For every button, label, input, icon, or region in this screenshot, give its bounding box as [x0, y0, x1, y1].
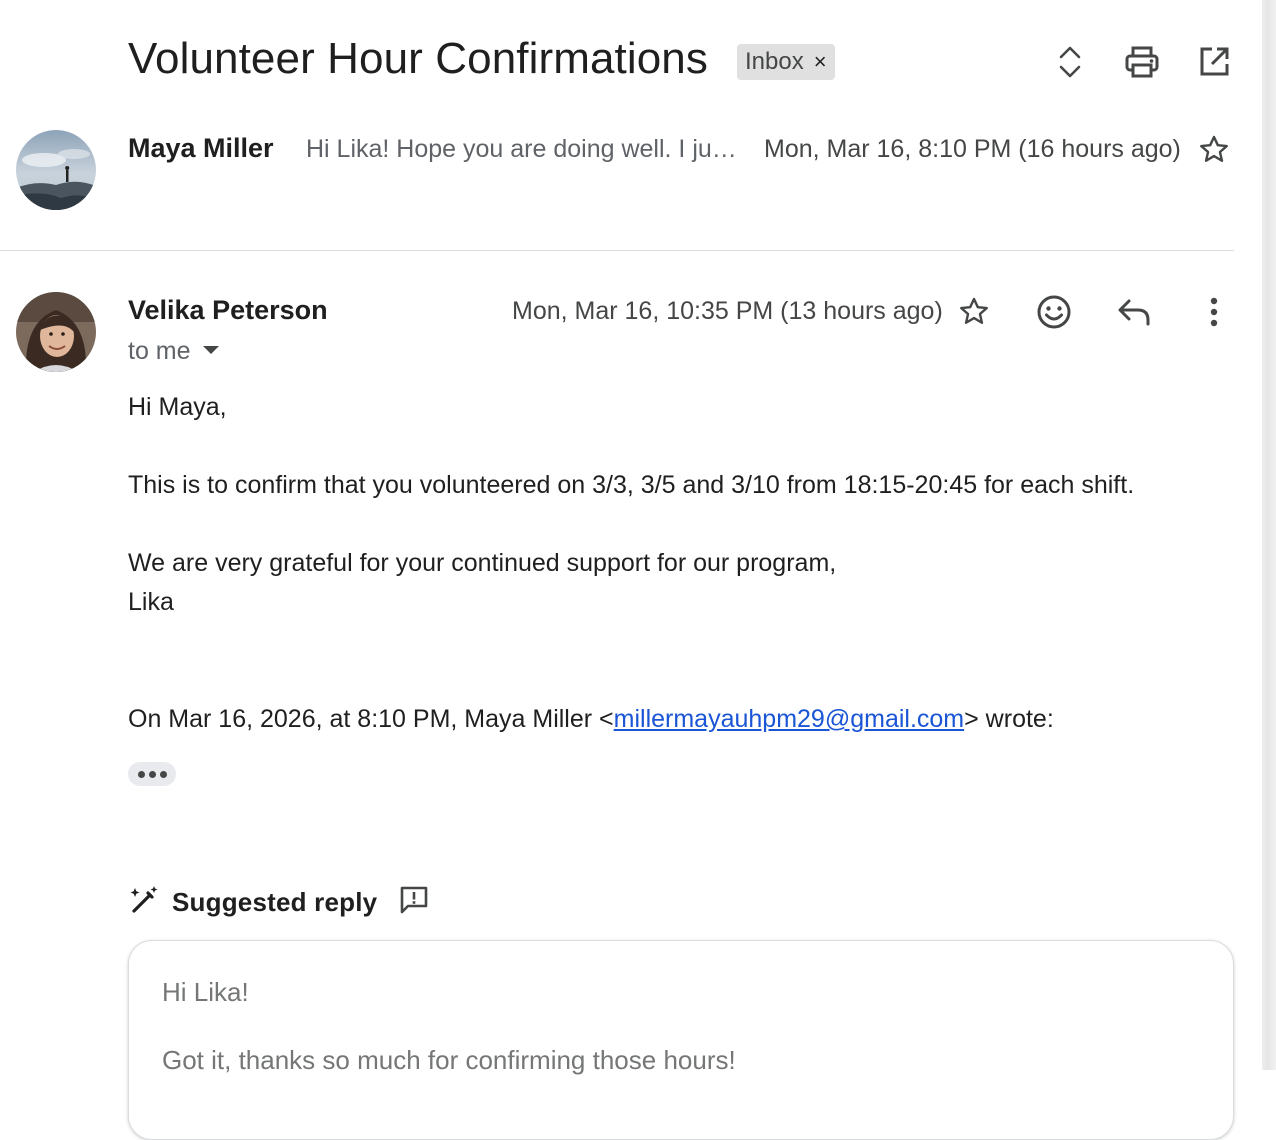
- body-signature: Lika: [128, 588, 174, 616]
- maya-miller-avatar[interactable]: [16, 130, 96, 210]
- label-text: Inbox: [745, 48, 804, 75]
- star-icon[interactable]: [954, 292, 994, 332]
- message-date: Mon, Mar 16, 10:35 PM (13 hours ago): [512, 297, 943, 325]
- feedback-icon[interactable]: [396, 882, 432, 918]
- dot: [149, 771, 156, 778]
- collapsed-sender-name: Maya Miller: [128, 133, 274, 163]
- show-trimmed-content-button[interactable]: [128, 762, 176, 786]
- star-icon[interactable]: [1194, 130, 1234, 170]
- recipient-details-toggle[interactable]: [128, 337, 221, 366]
- remove-label-icon[interactable]: ×: [813, 49, 827, 74]
- email-subject: Volunteer Hour Confirmations: [128, 34, 708, 83]
- collapsed-date: Mon, Mar 16, 8:10 PM (16 hours ago): [764, 135, 1181, 163]
- chevron-down-icon[interactable]: [201, 343, 221, 361]
- reply-icon[interactable]: [1114, 292, 1154, 332]
- suggested-reply-header: [128, 884, 377, 921]
- recipient-text: to me: [128, 337, 191, 365]
- quoted-suffix: > wrote:: [964, 705, 1054, 733]
- quoted-email-link[interactable]: millermayauhpm29@gmail.com: [613, 705, 965, 733]
- suggested-reply-line-2: Got it, thanks so much for confirming those hours!: [162, 1045, 736, 1075]
- expand-collapse-icon[interactable]: [1050, 42, 1090, 82]
- dot: [138, 771, 145, 778]
- window-edge: [1262, 0, 1276, 1070]
- suggested-reply-label: Suggested reply: [172, 887, 378, 917]
- sender-name: Velika Peterson: [128, 295, 328, 325]
- quoted-prefix: On Mar 16, 2026, at 8:10 PM, Maya Miller <: [128, 705, 614, 733]
- body-paragraph-2: We are very grateful for your continued support for our program,: [128, 549, 837, 577]
- magic-pen-icon: [128, 884, 160, 921]
- velika-peterson-avatar[interactable]: [16, 292, 96, 372]
- suggested-reply-card[interactable]: [128, 940, 1234, 1140]
- body-paragraph-1: This is to confirm that you volunteered on 3/3, 3/5 and 3/10 from 18:15-20:45 for each shift.: [128, 471, 1135, 499]
- emoji-icon[interactable]: [1034, 292, 1074, 332]
- body-greeting: Hi Maya,: [128, 393, 227, 421]
- suggested-reply-line-1: Hi Lika!: [162, 977, 249, 1007]
- print-icon[interactable]: [1122, 42, 1162, 82]
- open-new-window-icon[interactable]: [1194, 42, 1234, 82]
- collapsed-snippet[interactable]: Hi Lika! Hope you are doing well. I ju…: [306, 135, 737, 163]
- more-vert-icon[interactable]: [1194, 292, 1234, 332]
- message-divider: [0, 250, 1234, 251]
- inbox-label-chip[interactable]: [737, 44, 835, 80]
- quoted-header: [128, 705, 1054, 734]
- dot: [160, 771, 167, 778]
